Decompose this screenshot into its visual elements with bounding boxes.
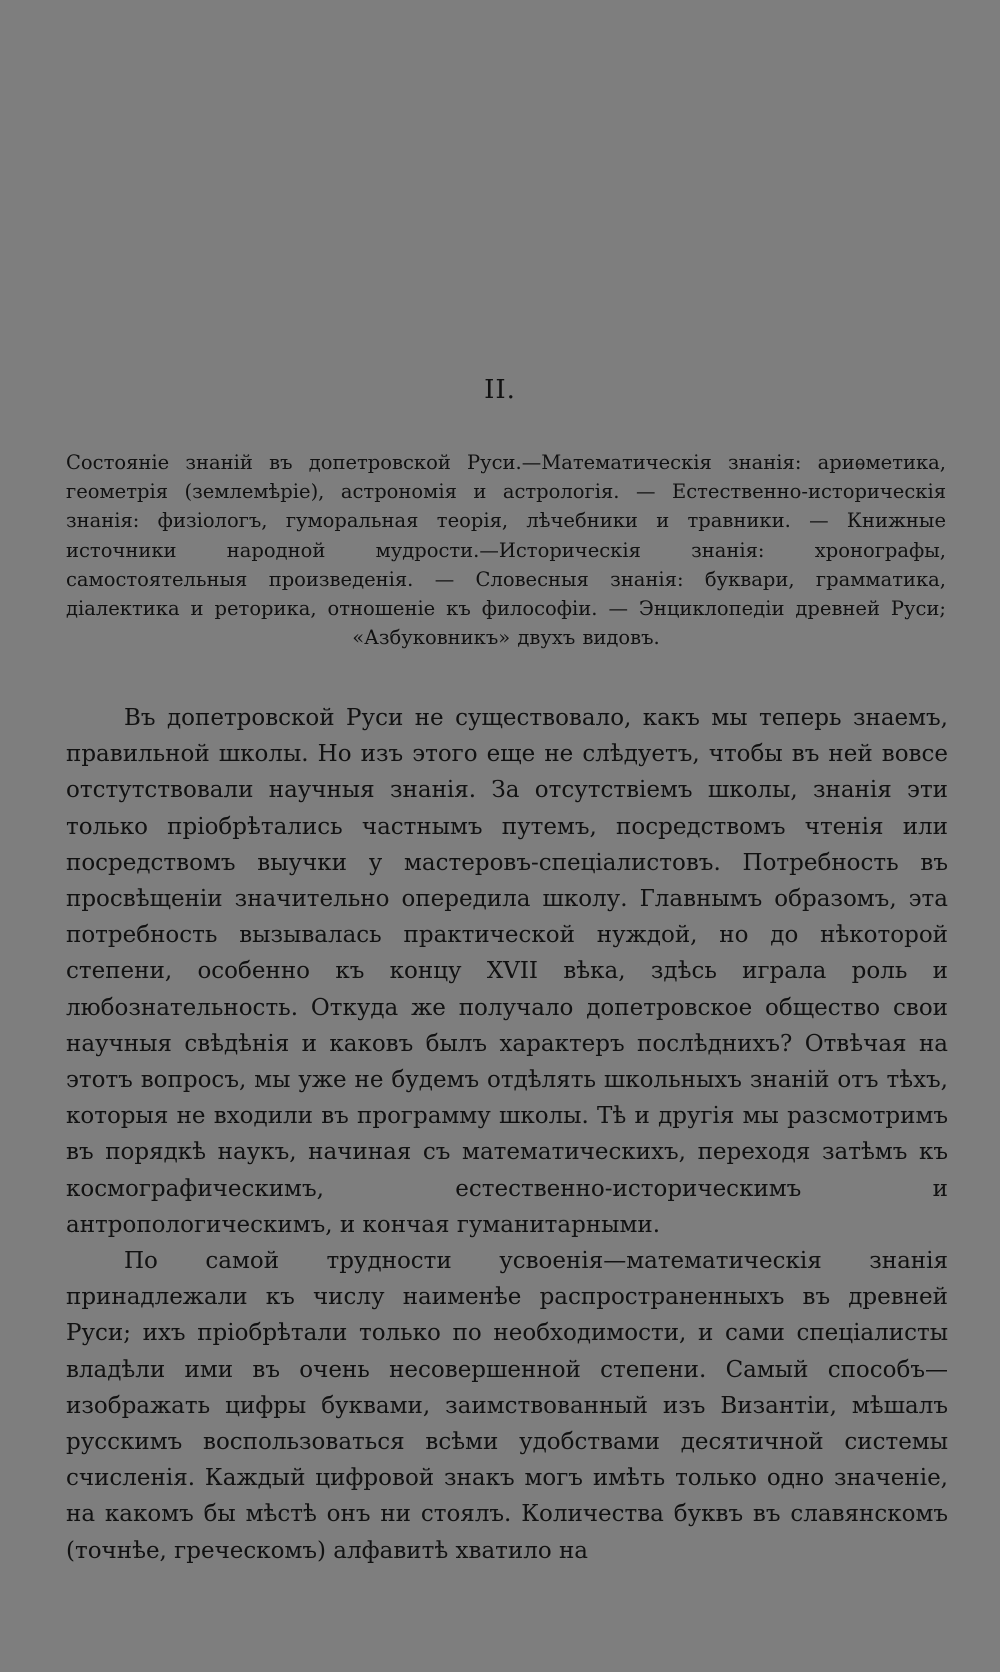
paragraph: Въ допетровской Руси не существовало, какъ мы теперь знаемъ, правильной школы. Но изъ этого еще не слѣдуетъ, чтобы въ ней вовсе отстутствовали научныя знанiя. За отсутствiемъ школы, знанiя эти только прiобрѣтались частнымъ путемъ, посредствомъ чтенiя или посредствомъ выучки у мастеровъ-спецiалистовъ. Потребность въ просвѣщенiи значительно опередила школу. Главнымъ образомъ, эта потребность вызывалась практической нуждой, но до нѣкоторой степени, особенно къ концу XVII вѣка, здѣсь играла роль и любознательность. Откуда же получало допетровское общество свои научныя свѣдѣнiя и каковъ былъ характеръ послѣднихъ? Отвѣчая на этотъ вопросъ, мы уже не будемъ отдѣлять школьныхъ знанiй отъ тѣхъ, которыя не входили въ программу школы. Тѣ и другiя мы разсмотримъ въ порядкѣ наукъ, начиная съ математическихъ, переходя затѣмъ къ космографическимъ, естественно-историческимъ и антропологическимъ, и кончая гуманитарными.	[66, 705, 948, 1238]
chapter-summary: Состоянiе знанiй въ допетровской Руси.—Математическiя знанiя: ариѳметика, геометрiя (землемѣрiе), астрономiя и астрологiя. — Естественно-историческiя знанiя: физiологъ, гуморальная теорiя, лѣчебники и травники. — Книжные источники народной мудрости.—Историческiя знанiя: хронографы, самостоятельныя произведенiя. — Словесныя знанiя: буквари, грамматика, дiалектика и реторика, отношенiе къ философiи. — Энциклопедiи древней Руси; «Азбуковникъ» двухъ видовъ.	[66, 451, 946, 650]
chapter-number: II.	[484, 375, 516, 405]
body-text	[66, 700, 948, 1569]
paragraph: По самой трудности усвоенiя—математическiя знанiя принадлежали къ числу наименѣе распространенныхъ въ древней Руси; ихъ прiобрѣтали только по необходимости, и сами спецiалисты владѣли ими въ очень несовершенной степени. Самый способъ— изображать цифры буквами, заимствованный изъ Византiи, мѣшалъ русскимъ воспользоваться всѣми удобствами десятичной системы счисленiя. Каждый цифровой знакъ могъ имѣть только одно значенiе, на какомъ бы мѣстѣ онъ ни стоялъ. Количества буквъ въ славянскомъ (точнѣе, греческомъ) алфавитѣ хватило на	[66, 1248, 948, 1564]
